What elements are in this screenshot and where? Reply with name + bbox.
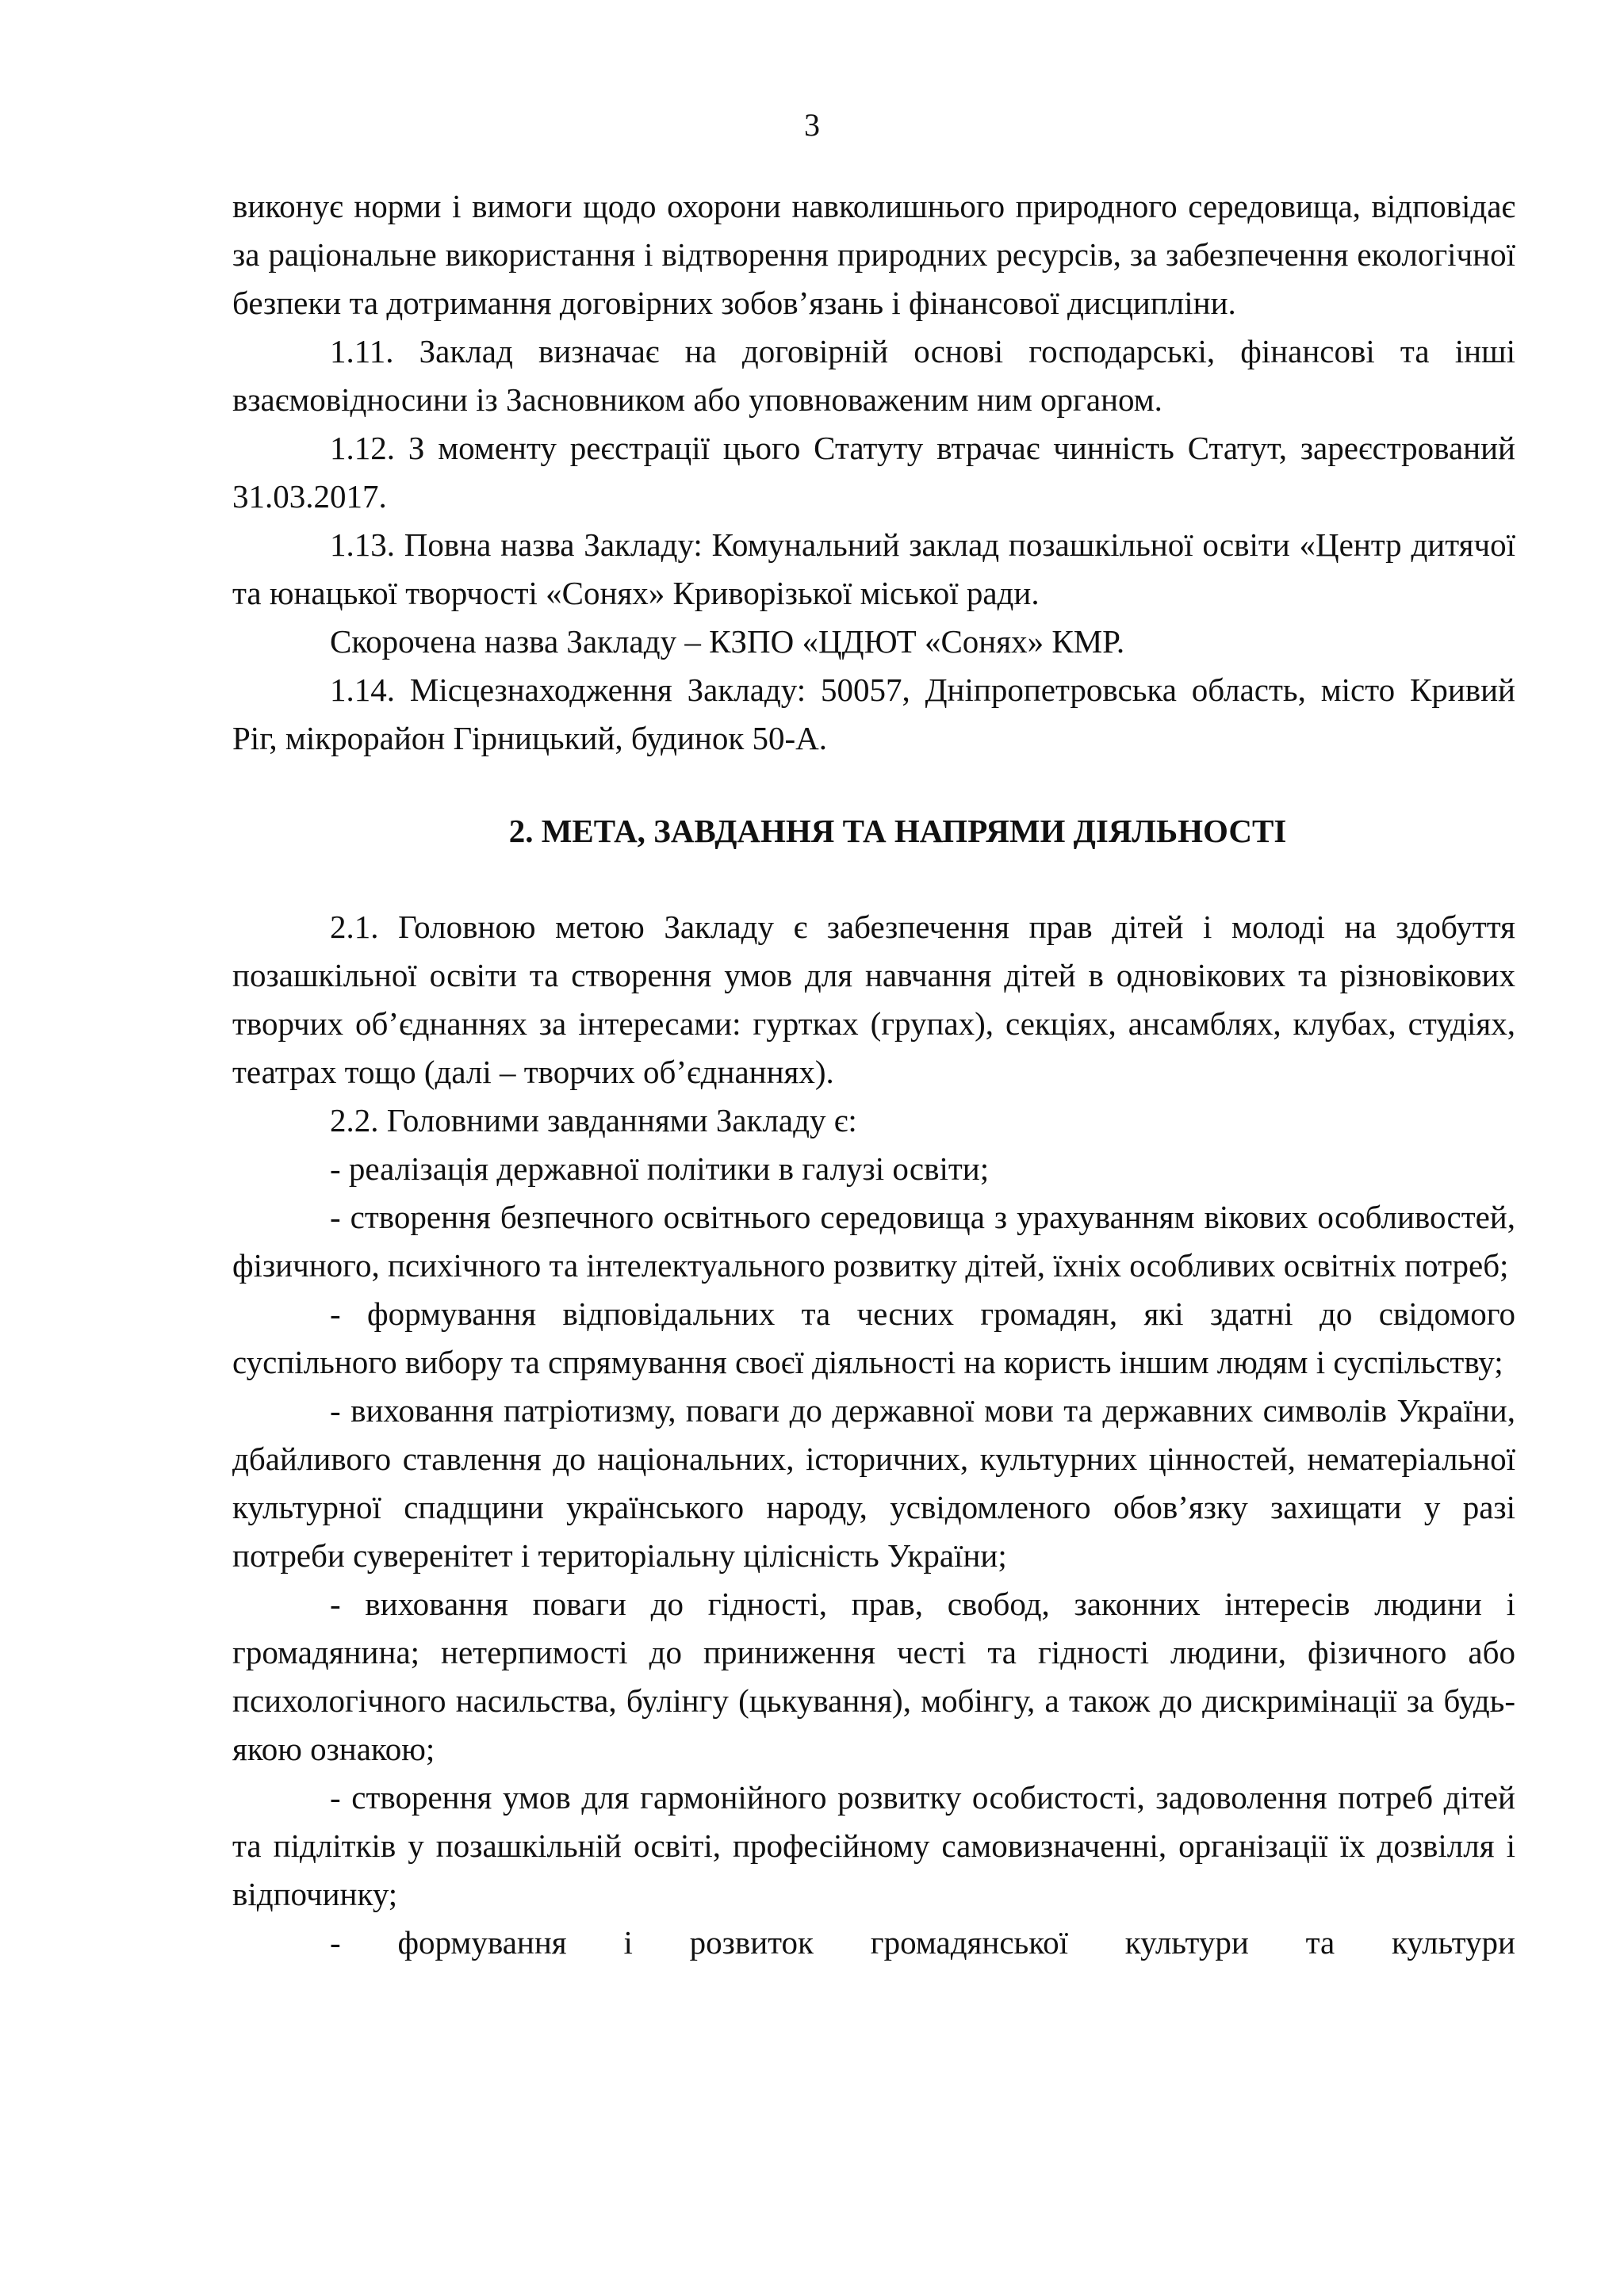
paragraph: - створення безпечного освітнього середовища з урахуванням вікових особливостей, фізичного, психічного та інтелектуального розвитку дітей, їхніх особливих освітніх потреб; [232,1199,1515,1284]
section-heading: 2. МЕТА, ЗАВДАННЯ ТА НАПРЯМИ ДІЯЛЬНОСТІ [508,813,1287,849]
paragraph: Скорочена назва Закладу – КЗПО «ЦДЮТ «Сонях» КМР. [330,623,1125,660]
paragraph: 2.2. Головними завданнями Закладу є: [330,1102,857,1138]
paragraph: - формування відповідальних та чесних громадян, які здатні до свідомого суспільного вибору та спрямування своєї діяльності на користь іншим людям і суспільству; [232,1295,1515,1380]
paragraph: 1.13. Повна назва Закладу: Комунальний заклад позашкільної освіти «Центр дитячої та юнацької творчості «Сонях» Криворізької міської ради. [232,526,1515,611]
paragraph: 1.11. Заклад визначає на договірній основі господарські, фінансові та інші взаємовідносини із Засновником або уповноваженим ним органом. [232,333,1515,418]
paragraph: - створення умов для гармонійного розвитку особистості, задоволення потреб дітей та підлітків у позашкільній освіті, професійному самовизначенні, організації їх дозвілля і відпочинку; [232,1779,1515,1912]
paragraph: - виховання поваги до гідності, прав, свобод, законних інтересів людини і громадянина; нетерпимості до приниження честі та гідності людини, фізичного або психологічного насильства, булінгу (цькування), мобінгу, а також до дискримінації за будь-якою ознакою; [232,1586,1515,1767]
paragraph: 1.12. З моменту реєстрації цього Статуту втрачає чинність Статут, зареєстрований 31.03.2017. [232,430,1515,515]
paragraph: 2.1. Головною метою Закладу є забезпечення прав дітей і молоді на здобуття позашкільної освіти та створення умов для навчання дітей в одновікових та різновікових творчих об’єднаннях за інтересами: гуртках (групах), секціях, ансамблях, клубах, студіях, театрах тощо (далі – творчих об’єднаннях). [232,909,1515,1090]
paragraph: - реалізація державної політики в галузі освіти; [330,1150,990,1187]
paragraph: виконує норми і вимоги щодо охорони навколишнього природного середовища, відповідає за раціональне використання і відтворення природних ресурсів, за забезпечення екологічної безпеки та дотримання договірних зобов’язань і фінансової дисципліни. [232,188,1515,321]
section-2-paragraphs [232,903,1515,1967]
paragraph: - формування і розвиток громадянської культури та культури [330,1924,1515,1961]
intro-paragraphs [232,182,1515,763]
paragraph: 1.14. Місцезнаходження Закладу: 50057, Дніпропетровська область, місто Кривий Ріг, мікрорайон Гірницький, будинок 50-А. [232,672,1515,756]
paragraph: - виховання патріотизму, поваги до державної мови та державних символів України, дбайливого ставлення до національних, історичних, культурних цінностей, нематеріальної культурної спадщини українського народу, усвідомленого обов’язку захищати у разі потреби суверенітет і територіальну цілісність України; [232,1392,1515,1574]
document-body [232,182,1515,1967]
page-number: 3 [804,107,820,143]
